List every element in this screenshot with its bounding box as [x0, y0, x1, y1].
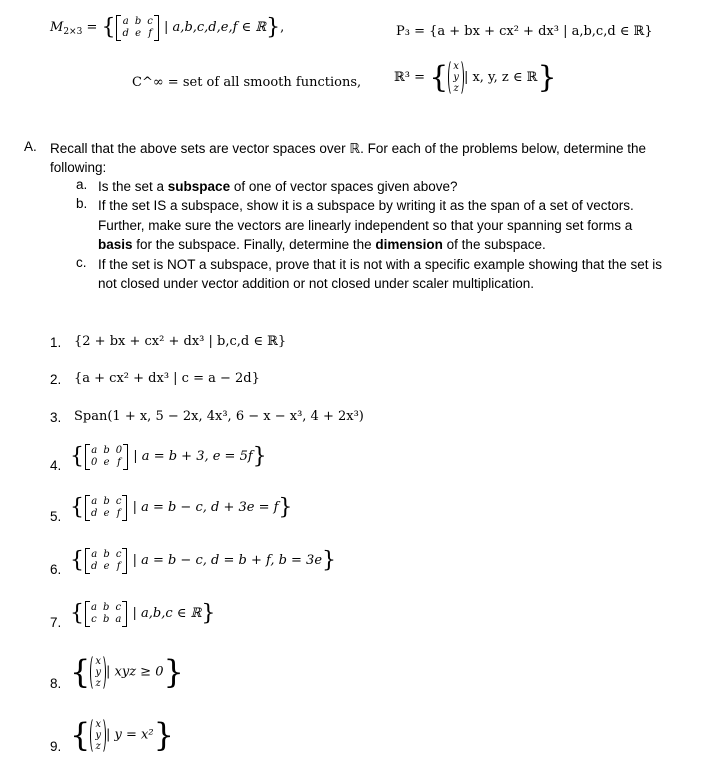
vector-entry: x [95, 655, 101, 667]
m23-condition: | a,b,c,d,e,f ∈ ℝ [164, 20, 267, 35]
definition-p3 [396, 24, 653, 39]
item-a-bold: subspace [167, 179, 231, 194]
matrix-entry: e [103, 560, 110, 572]
matrix-entry: a [115, 613, 122, 625]
matrix-entry: f [148, 27, 152, 39]
matrix-entry: d [91, 560, 98, 572]
matrix-entry: b [102, 613, 110, 625]
problem-7: { a b c c b a | a,b,c ∈ ℝ} [70, 601, 216, 626]
instruction-item-c: If the set is NOT a subspace, prove that it is not with a specific example showing that the set is not closed under vector addition or not closed under scaler multiplication. [98, 257, 663, 291]
instruction-item-c-letter: c. [76, 255, 87, 270]
problem-8-condition: | xyz ≥ 0 [106, 664, 164, 680]
vector-entry: z [95, 677, 101, 689]
instruction-item-b [98, 196, 650, 255]
item-b-bold2: dimension [375, 237, 443, 252]
m23-name: M [50, 20, 64, 35]
matrix-entry: b [134, 15, 142, 27]
vector-entry: x [453, 61, 459, 72]
item-b-post: of the subspace. [442, 237, 546, 252]
item-b-mid: for the subspace. Finally, determine the [132, 237, 376, 252]
matrix-entry: c [91, 613, 97, 625]
matrix-entry: e [103, 456, 110, 468]
matrix-entry: d [91, 507, 98, 519]
matrix-entry: c [115, 548, 122, 560]
matrix-entry: c [115, 495, 122, 507]
matrix-entry: c [115, 601, 122, 613]
r3-name: ℝ³ = [394, 70, 426, 85]
problem-number: 8. [50, 676, 62, 691]
matrix-entry: f [116, 560, 121, 572]
problem-number: 3. [50, 410, 62, 425]
problem-4: { a b 0 0 e f | a = b + 3, e = 5f} [70, 444, 267, 469]
matrix-entry: 0 [91, 456, 98, 468]
instruction-intro: Recall that the above sets are vector spaces over ℝ. For each of the problems below, determine the following: [50, 141, 647, 175]
vector-entry: y [95, 729, 102, 741]
matrix-entry: b [103, 548, 110, 560]
problem-6: { a b c d e f | a = b − c, d = b + f, b = 3e} [70, 548, 337, 573]
matrix-entry: e [103, 507, 110, 519]
problem-9-vector [90, 719, 106, 752]
problem-7-matrix [85, 602, 127, 626]
instruction-item-a [98, 177, 658, 196]
problem-9-condition: | y = x² [106, 727, 154, 743]
problem-number: 4. [50, 458, 62, 473]
matrix-entry: d [122, 27, 129, 39]
matrix-entry: b [102, 601, 110, 613]
matrix-entry: c [147, 15, 153, 27]
matrix-entry: b [103, 444, 110, 456]
problem-1-text: {2 + bx + cx² + dx³ | b,c,d ∈ ℝ} [74, 334, 287, 349]
matrix-entry: f [116, 507, 121, 519]
problem-4-matrix [85, 445, 128, 469]
matrix-entry: a [122, 15, 129, 27]
instruction-letter: A. [24, 139, 37, 154]
problem-5-condition: | a = b − c, d + 3e = f [132, 500, 279, 515]
problem-8: { x y z | xyz ≥ 0} [70, 653, 184, 691]
vector-entry: y [453, 72, 459, 83]
instruction-item-b-letter: b. [76, 196, 88, 211]
problem-number: 5. [50, 509, 62, 524]
problem-number: 7. [50, 615, 62, 630]
m23-subscript: 2×3 [63, 27, 83, 37]
p3-text: P₃ = {a + bx + cx² + dx³ | a,b,c,d ∈ ℝ} [396, 24, 653, 39]
matrix-entry: a [91, 495, 98, 507]
problem-7-condition: | a,b,c ∈ ℝ [132, 606, 202, 621]
r3-condition: | x, y, z ∈ ℝ [463, 70, 538, 85]
item-b-pre: If the set IS a subspace, show it is a subspace by writing it as the span of a set of vectors. Further, make sure the vectors are linearly independent so that your spanning set forms a [98, 198, 634, 233]
item-a-pre: Is the set a [98, 179, 168, 194]
matrix-entry: b [103, 495, 110, 507]
matrix-entry: e [135, 27, 142, 39]
matrix-entry: a [91, 548, 98, 560]
problem-3-text: Span(1 + x, 5 − 2x, 4x³, 6 − x − x³, 4 + 2x³) [74, 409, 364, 424]
problem-8-vector [90, 656, 106, 689]
problem-9: { x y z | y = x²} [70, 716, 174, 754]
problem-4-condition: | a = b + 3, e = 5f [133, 449, 253, 464]
problem-6-condition: | a = b − c, d = b + f, b = 3e [132, 553, 323, 568]
m23-matrix [116, 16, 158, 40]
problem-6-matrix [85, 549, 127, 573]
matrix-entry: a [91, 444, 98, 456]
problem-number: 1. [50, 335, 62, 350]
vector-entry: x [95, 718, 101, 730]
instruction-item-a-letter: a. [76, 177, 88, 192]
matrix-entry: f [117, 456, 121, 468]
problem-number: 9. [50, 739, 62, 754]
vector-entry: z [95, 740, 101, 752]
vector-entry: z [453, 83, 459, 94]
item-b-bold: basis [98, 237, 133, 252]
problem-2-text: {a + cx² + dx³ | c = a − 2d} [74, 371, 260, 386]
problem-5: { a b c d e f | a = b − c, d + 3e = f} [70, 495, 293, 520]
problem-number: 6. [50, 562, 62, 577]
item-a-post: of one of vector spaces given above? [230, 179, 458, 194]
matrix-entry: a [91, 601, 97, 613]
definition-cinf [132, 75, 361, 90]
vector-entry: y [95, 666, 102, 678]
cinf-text: C^∞ = set of all smooth functions, [132, 75, 362, 90]
r3-vector [448, 61, 464, 94]
definition-m23: $M_{2\times 3}$ = { a b c d e f | a,b,c,d,e,f ∈ ℝ}, [50, 15, 285, 40]
matrix-entry: 0 [115, 444, 123, 456]
definition-r3: ℝ³ = { x y z | x, y, z ∈ ℝ} [394, 60, 557, 95]
problem-number: 2. [50, 372, 62, 387]
problem-5-matrix [85, 496, 127, 520]
